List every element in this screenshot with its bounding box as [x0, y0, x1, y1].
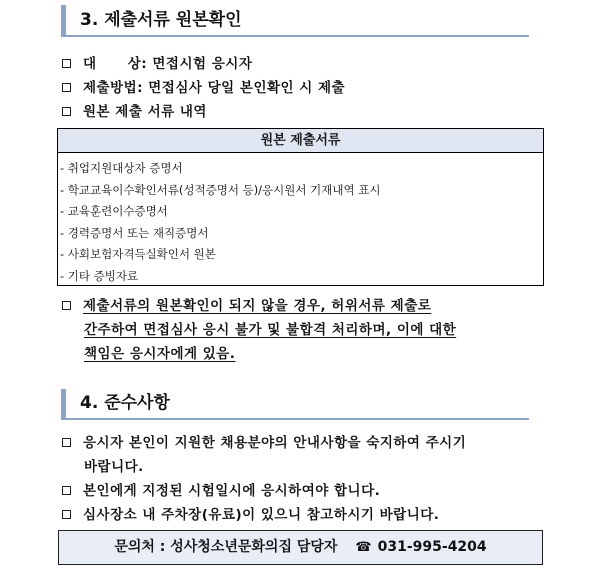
- document-list-row: [62, 100, 538, 120]
- section-3-heading: [61, 5, 529, 37]
- notice-2: [62, 479, 538, 499]
- warning-text-2: 간주하여 면접심사 응시 불가 및 불합격 처리하며, 이에 대한: [84, 322, 457, 338]
- document-list-text: 원본 제출 서류 내역: [83, 104, 207, 120]
- checkbox-bullet-icon: [62, 83, 71, 92]
- checkbox-bullet-icon: [62, 59, 71, 68]
- list-item: - 교육훈련이수증명서: [60, 204, 168, 219]
- section-3-title: 3. 제출서류 원본확인: [80, 10, 242, 30]
- warning-line-1: [62, 294, 538, 314]
- notice-1-line-1: [62, 431, 538, 451]
- list-item: - 취업지원대상자 증명서: [60, 161, 183, 175]
- original-documents-table: [57, 128, 544, 286]
- notice-1-text-2: 바랍니다.: [84, 459, 144, 475]
- submission-method-row: [62, 76, 538, 96]
- checkbox-bullet-icon: [62, 486, 71, 495]
- list-item: - 기타 증빙자료: [60, 268, 139, 283]
- contact-label: 문의처 : 성사청소년문화의집 담당자: [114, 539, 338, 555]
- warning-text-3: 책임은 응시자에게 있음.: [84, 346, 236, 362]
- document-list: [58, 153, 543, 288]
- checkbox-bullet-icon: [62, 107, 71, 116]
- notice-1-text-1: 응시자 본인이 지원한 채용분야의 안내사항을 숙지하여 주시기: [83, 435, 467, 451]
- notice-3-text: 심사장소 내 주차장(유료)이 있으니 참고하시기 바랍니다.: [83, 507, 440, 523]
- table-header: 원본 제출서류: [58, 129, 543, 153]
- contact-box: [58, 530, 543, 565]
- contact-phone: 031-995-4204: [377, 539, 487, 555]
- list-item: - 사회보험자격득실확인서 원본: [60, 247, 216, 262]
- phone-icon: ☎: [355, 540, 372, 555]
- list-item: - 경력증명서 또는 재직증명서: [60, 225, 209, 240]
- section-4-heading: [61, 389, 529, 420]
- warning-line-2: [62, 318, 538, 338]
- target-text: 대 상: 면접시험 응시자: [83, 56, 253, 72]
- submission-method-text: 제출방법: 면접심사 당일 본인확인 시 제출: [83, 80, 346, 96]
- notice-1-line-2: [62, 455, 538, 475]
- section-4-title: 4. 준수사항: [80, 393, 170, 413]
- checkbox-bullet-icon: [62, 438, 71, 447]
- checkbox-bullet-icon: [62, 301, 71, 310]
- warning-text-1: 제출서류의 원본확인이 되지 않을 경우, 허위서류 제출로: [83, 298, 432, 314]
- checkbox-bullet-icon: [62, 510, 71, 519]
- notice-2-text: 본인에게 지정된 시험일시에 응시하여야 합니다.: [83, 483, 381, 499]
- notice-3: [62, 503, 538, 523]
- list-item: - 학교교육이수확인서류(성적증명서 등)/응시원서 기재내역 표시: [60, 182, 381, 197]
- target-row: [62, 52, 538, 72]
- warning-line-3: [62, 342, 538, 362]
